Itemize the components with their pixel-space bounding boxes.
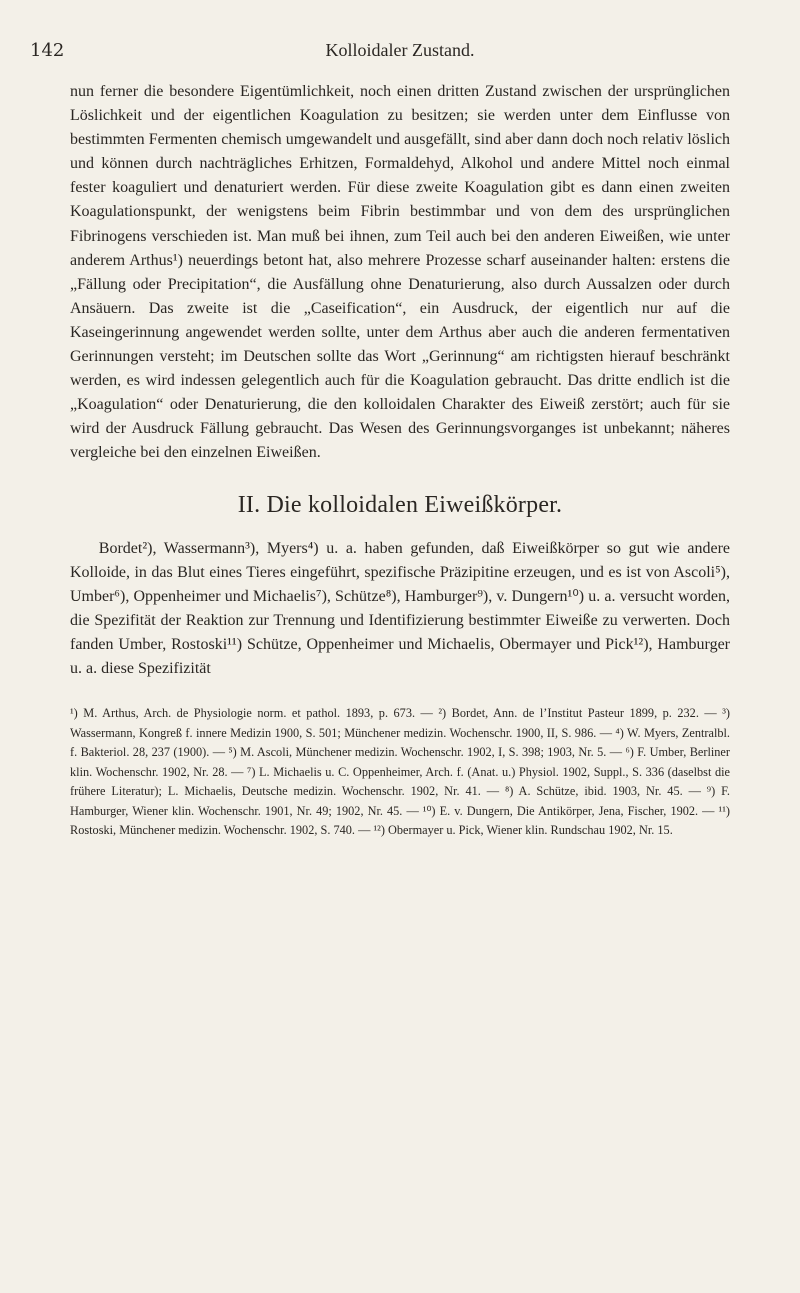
paragraph: Bordet²), Wassermann³), Myers⁴) u. a. haben gefunden, daß Eiweißkörper so gut wie andere Kolloide, in das Blut eines Tieres eingeführt, spezifische Präzipitine erzeugen, und es ist von Ascoli⁵), Umber⁶), Oppenheimer und Michaelis⁷), Schütze⁸), Hamburger⁹), v. Dungern¹⁰) u. a. versucht worden, die Spezifität der Reaktion zur Trennung und Identifizierung bestimmter Eiweiße zu verwerten. Doch fanden Umber, Rostoski¹¹) Schütze, Oppenheimer und Michaelis, Obermayer und Pick¹²), Hamburger u. a. diese Spezifizität — [70, 539, 730, 677]
page-number: 142 — [30, 40, 65, 61]
section-heading: II. Die kolloidalen Eiweißkörper. — [237, 491, 563, 518]
running-head: Kolloidaler Zustand. — [325, 40, 475, 60]
book-page — [30, 40, 730, 841]
footnote-block: ¹) M. Arthus, Arch. de Physiologie norm. et pathol. 1893, p. 673. — ²) Bordet, Ann. de l’Institut Pasteur 1899, p. 232. — ³) Wassermann, Kongreß f. innere Medizin 1900, S. 501; Münchener medizin. Wochenschr. 1900, II, S. 986. — ⁴) W. Myers, Zentralbl. f. Bakteriol. 28, 237 (1900). — ⁵) M. Ascoli, Münchener medizin. Wochenschr. 1902, I, S. 398; 1903, Nr. 5. — ⁶) F. Umber, Berliner klin. Wochenschr. 1902, Nr. 28. — ⁷) L. Michaelis u. C. Oppenheimer, Arch. f. (Anat. u.) Physiol. 1902, Suppl., S. 336 (daselbst die frühere Literatur); L. Michaelis, Deutsche medizin. Wochenschr. 1902, Nr. 41. — ⁸) A. Schütze, ibid. 1903, Nr. 45. — ⁹) F. Hamburger, Wiener klin. Wochenschr. 1901, Nr. 49; 1902, Nr. 45. — ¹⁰) E. v. Dungern, Die Antikörper, Jena, Fischer, 1902. — ¹¹) Rostoski, Münchener medizin. Wochenschr. 1902, S. 740. — ¹²) Obermayer u. Pick, Wiener klin. Rundschau 1902, Nr. 15. — [70, 706, 730, 838]
body-text — [70, 80, 730, 681]
page-header — [30, 40, 730, 80]
paragraph-continuation: nun ferner die besondere Eigentümlichkeit, noch einen dritten Zustand zwischen der ursprünglichen Löslichkeit und der eigentlichen Koagulation zu besitzen; sie werden unter dem Einflusse von bestimmten Fermenten chemisch umgewandelt und ausgefällt, sind aber dann doch noch relativ löslich und können durch nachträgliches Erhitzen, Formaldehyd, Alkohol und andere Mittel noch einmal fester koaguliert und denaturiert werden. Für diese zweite Koagulation gibt es dann einen zweiten Koagulationspunkt, der wenigstens beim Fibrin bestimmbar und von dem des ursprünglichen Fibrinogens verschieden ist. Man muß bei ihnen, zum Teil auch bei den anderen Eiweißen, wie unter anderem Arthus¹) neuerdings betont hat, also mehrere Prozesse scharf auseinander halten: erstens die „Fällung oder Precipitation“, die Ausfällung ohne Denaturierung, also durch Aussalzen oder durch Ansäuern. Das zweite ist die „Caseification“, ein Ausdruck, der eigentlich nur auf die Kaseingerinnung angewendet werden sollte, unter dem Arthus aber auch die anderen fermentativen Gerinnungen versteht; im Deutschen sollte das Wort „Gerinnung“ am richtigsten hierauf beschränkt werden, es wird indessen gelegentlich auch für die Koagulation gebraucht. Das dritte endlich ist die „Koagulation“ oder Denaturierung, die den kolloidalen Charakter des Eiweiß zerstört; auch für sie wird der Ausdruck Fällung gebraucht. Das Wesen des Gerinnungsvorganges ist unbekannt; näheres vergleiche bei den einzelnen Eiweißen. — [70, 83, 730, 462]
footnotes — [70, 704, 730, 841]
